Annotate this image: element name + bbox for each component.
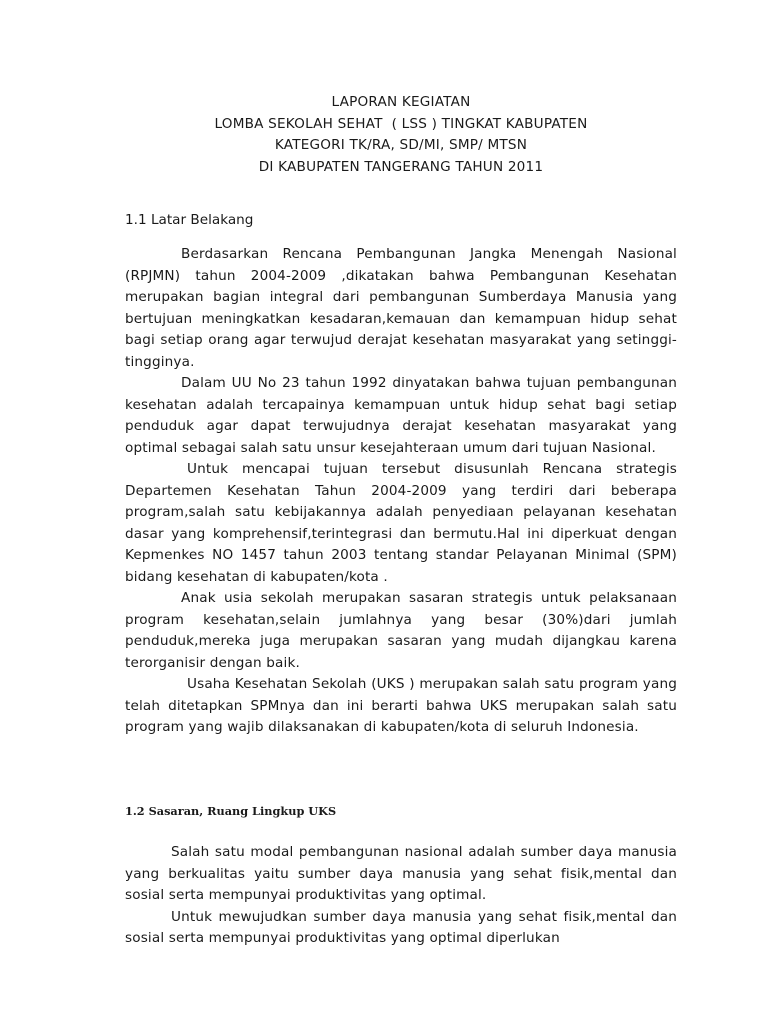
paragraph: Anak usia sekolah merupakan sasaran strategis untuk pelaksanaan program kesehatan,selain jumlahnya yang besar (30%)dari jumlah penduduk,mereka juga merupakan sasaran yang mudah dijangkau karena terorganisir dengan baik. bbox=[125, 590, 677, 671]
paragraph: Untuk mewujudkan sumber daya manusia yang sehat fisik,mental dan sosial serta mempunyai produktivitas yang optimal diperlukan bbox=[125, 908, 677, 946]
report-title bbox=[0, 92, 768, 178]
section-sasaran bbox=[125, 842, 677, 950]
paragraph: Dalam UU No 23 tahun 1992 dinyatakan bahwa tujuan pembangunan kesehatan adalah tercapainya kemampuan untuk hidup sehat bagi setiap penduduk agar dapat terwujudnya derajat kesehatan masyarakat yang optimal sebagai salah satu unsur kesejahteraan umum dari tujuan Nasional. bbox=[125, 375, 677, 456]
title-line: LAPORAN KEGIATAN bbox=[331, 94, 471, 110]
title-line: KATEGORI TK/RA, SD/MI, SMP/ MTSN bbox=[274, 137, 528, 153]
paragraph: Salah satu modal pembangunan nasional adalah sumber daya manusia yang berkualitas yaitu sumber daya manusia yang sehat fisik,mental dan sosial serta mempunyai produktivitas yang optimal. bbox=[125, 844, 677, 903]
title-line: LOMBA SEKOLAH SEHAT ( LSS ) TINGKAT KABUPATEN bbox=[214, 115, 588, 132]
paragraph: Berdasarkan Rencana Pembangunan Jangka Menengah Nasional (RPJMN) tahun 2004-2009 ,dikatakan bahwa Pembangunan Kesehatan merupakan bagian integral dari pembangunan Sumberdaya Manusia yang bertujuan meningkatkan kesadaran,kemauan dan kemampuan hidup sehat bagi setiap orang agar terwujud derajat kesehatan masyarakat yang setinggi-tingginya. bbox=[125, 246, 677, 370]
title-line: DI KABUPATEN TANGERANG TAHUN 2011 bbox=[258, 158, 544, 175]
paragraph: Untuk mencapai tujuan tersebut disusunlah Rencana strategis Departemen Kesehatan Tahun 2004-2009 yang terdiri dari beberapa program,salah satu kebijakannya adalah penyediaan pelayanan kesehatan dasar yang komprehensif,terintegrasi dan bermutu.Hal ini diperkuat dengan Kepmenkes NO 1457 tahun 2003 tentang standar Pelayanan Minimal (SPM) bidang kesehatan di kabupaten/kota . bbox=[125, 461, 677, 585]
section-heading-sasaran: 1.2 Sasaran, Ruang Lingkup UKS bbox=[125, 804, 337, 818]
paragraph: Usaha Kesehatan Sekolah (UKS ) merupakan salah satu program yang telah ditetapkan SPMnya dan ini berarti bahwa UKS merupakan salah satu program yang wajib dilaksanakan di kabupaten/kota di seluruh Indonesia. bbox=[125, 676, 677, 735]
section-heading-latar-belakang: 1.1 Latar Belakang bbox=[125, 212, 254, 228]
section-latar-belakang bbox=[125, 244, 677, 739]
